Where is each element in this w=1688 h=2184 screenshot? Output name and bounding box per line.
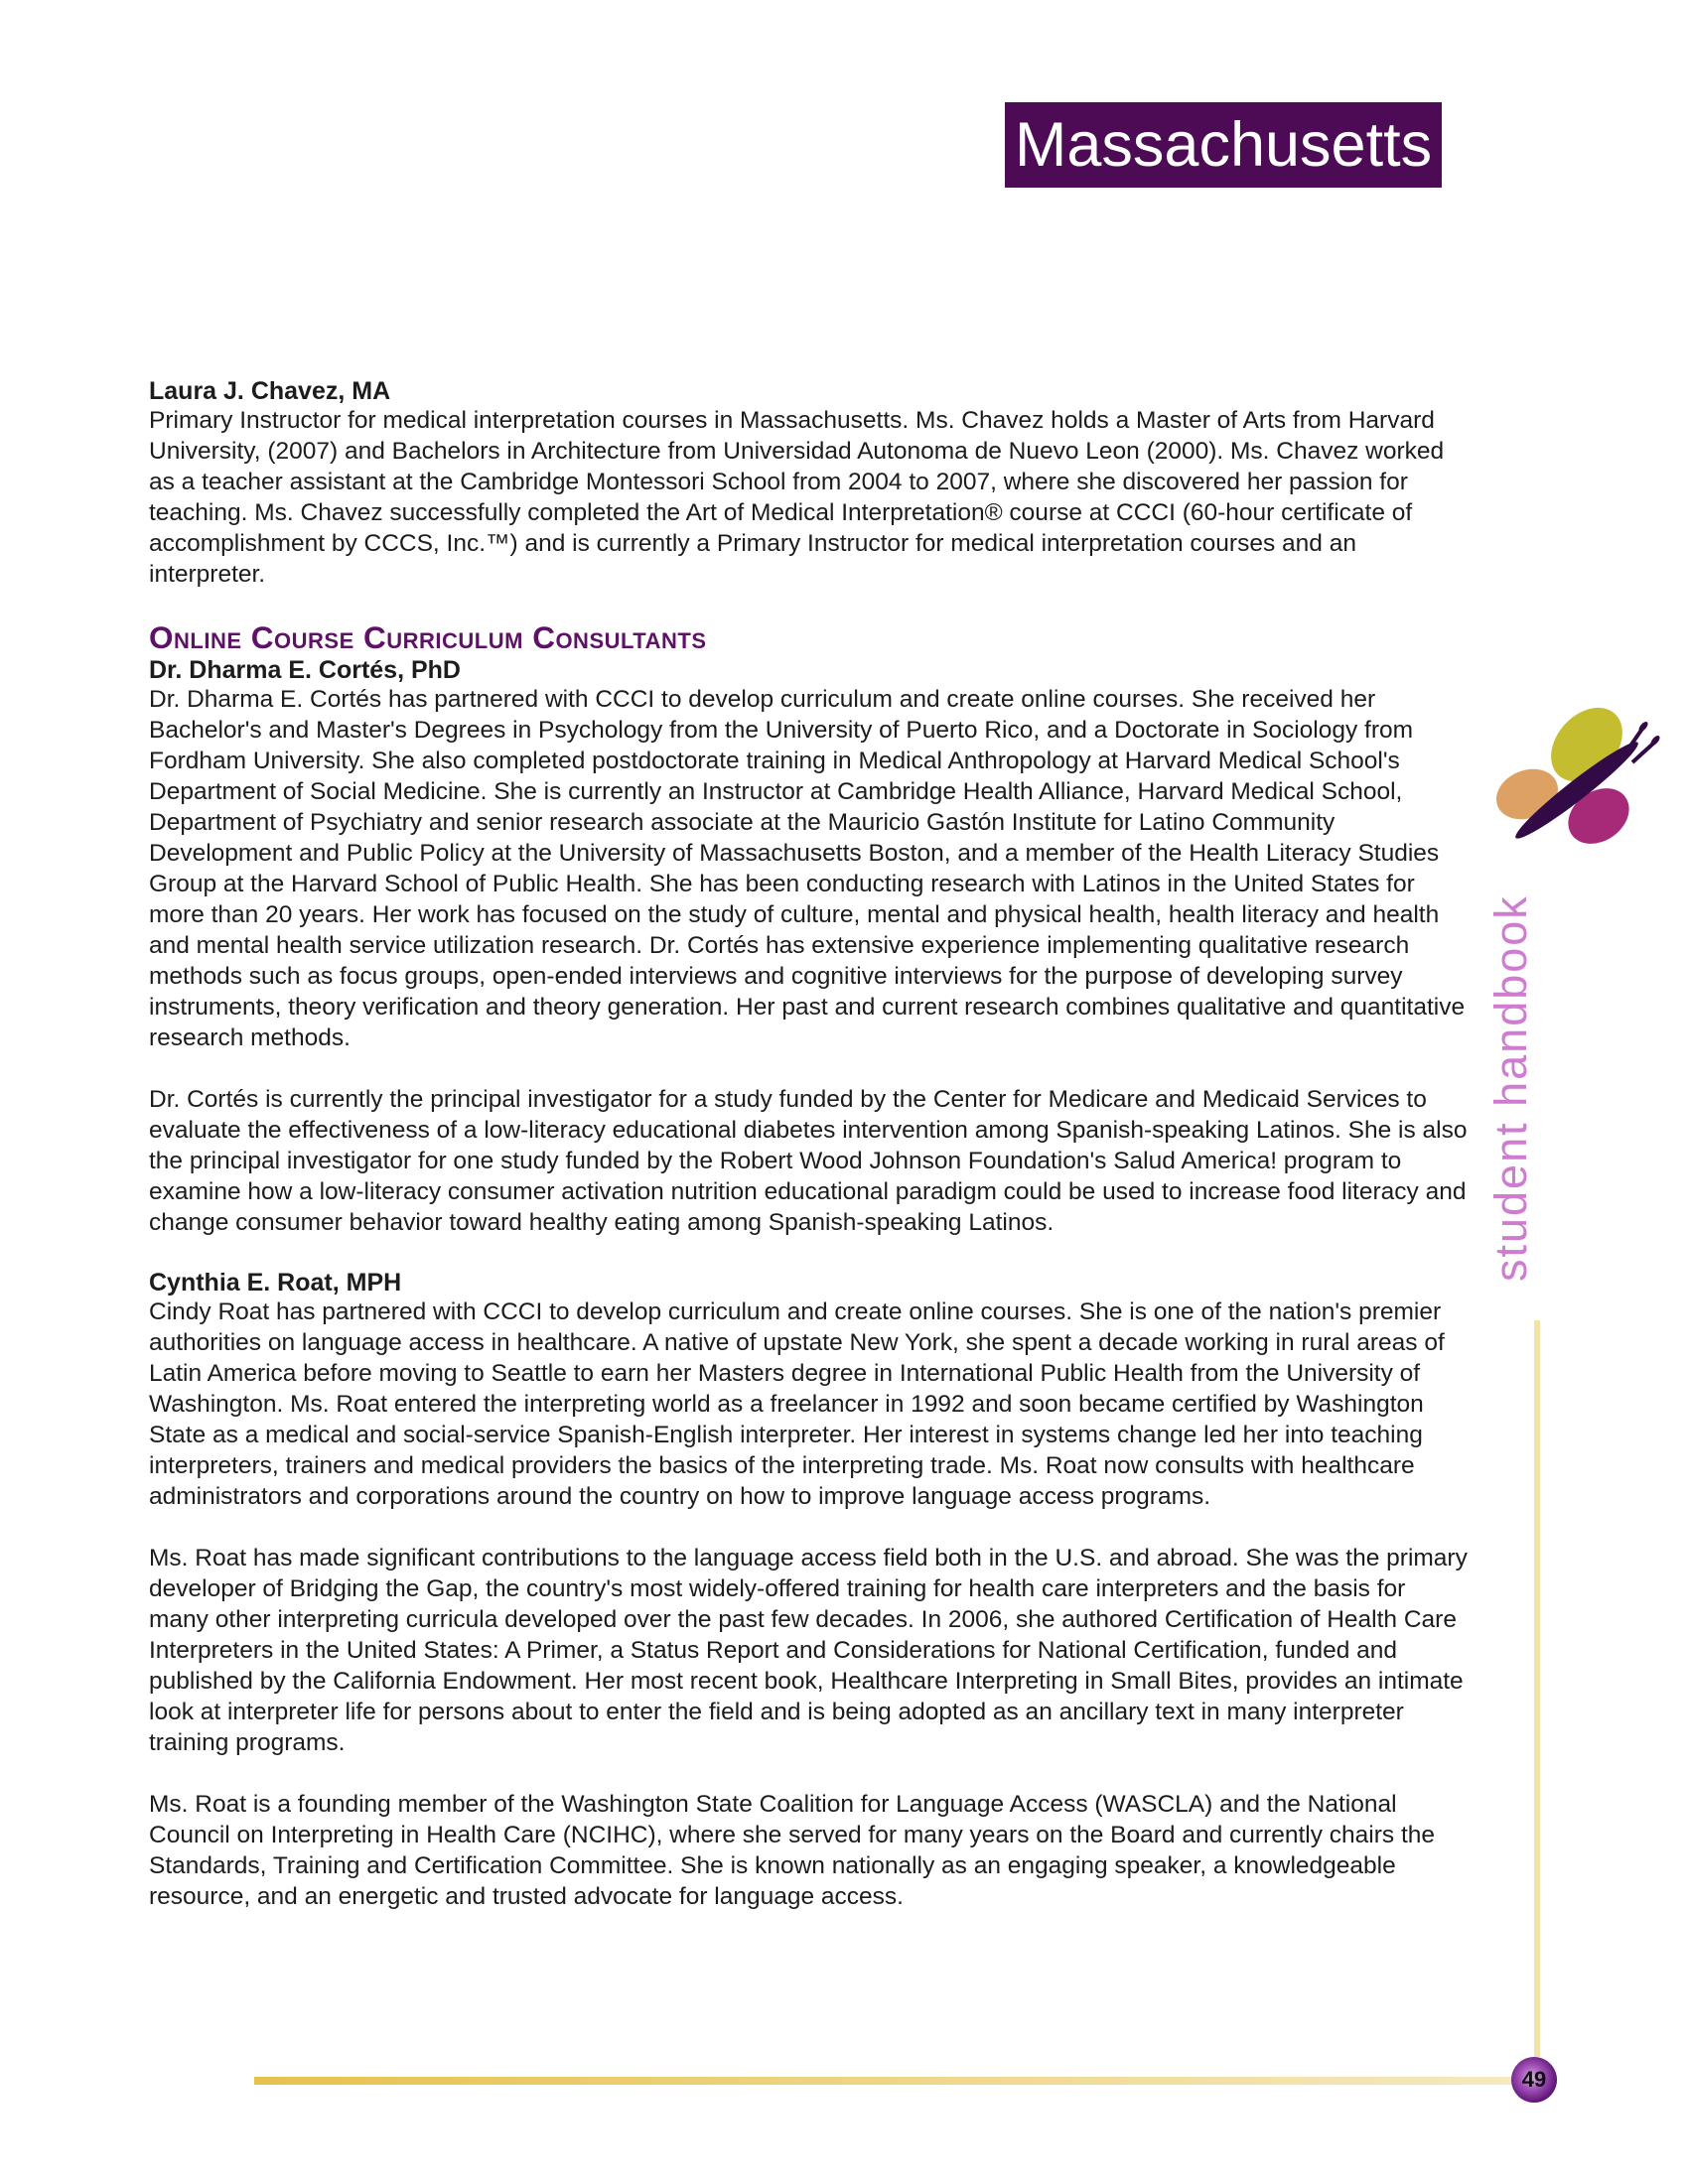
bio-cortes-2: Dr. Cortés is currently the principal investigator for a study funded by the Center for Medicare and Medicaid Services to evaluate the effectiveness of a low-literacy educational diabetes intervention among Spanish-speaking Latinos. She is also the principal investigator for one study funded by the Robert Wood Johnson Foundation's Salud America! program to examine how a low-literacy consumer activation nutrition educational paradigm could be used to increase food literacy and change consumer behavior toward healthy eating among Spanish-speaking Latinos. — [149, 1086, 1468, 1236]
bio-roat-1: Cindy Roat has partnered with CCCI to develop curriculum and create online courses. She is one of the nation's premier authorities on language access in healthcare. A native of upstate New York, she spent a decade working in rural areas of Latin America before moving to Seattle to earn her Masters degree in International Public Health from the University of Washington. Ms. Roat entered the interpreting world as a freelancer in 1992 and soon became certified by Washington State as a medical and social-service Spanish-English interpreter. Her interest in systems change led her into teaching interpreters, trainers and medical providers the basics of the interpreting trade. Ms. Roat now consults with healthcare administrators and corporations around the country on how to improve language access programs. — [149, 1298, 1445, 1510]
page-number-badge — [1511, 2057, 1557, 2103]
person-name-cortes: Dr. Dharma E. Cortés, PhD — [149, 656, 461, 684]
section-heading-consultants: Online Course Curriculum Consultants — [149, 619, 707, 655]
person-name-chavez: Laura J. Chavez, MA — [149, 377, 391, 405]
bio-roat-2: Ms. Roat has made significant contributions to the language access field both in the U.S. and abroad. She was the primary developer of Bridging the Gap, the country's most widely-offered training for health care interpreters and the basis for many other interpreting curricula developed over the past few decades. In 2006, she authored Certification of Health Care Interpreters in the United States: A Primer, a Status Report and Considerations for National Certification, funded and published by the California Endowment. Her most recent book, Healthcare Interpreting in Small Bites, provides an intimate look at interpreter life for persons about to enter the field and is being adopted as an ancillary text in many interpreter training programs. — [149, 1545, 1468, 1756]
person-name-roat: Cynthia E. Roat, MPH — [149, 1269, 402, 1297]
bio-cortes-1: Dr. Dharma E. Cortés has partnered with CCCI to develop curriculum and create online courses. She received her Bachelor's and Master's Degrees in Psychology from the University of Puerto Rico, and a Doctorate in Sociology from Fordham University. She also completed postdoctorate training in Medical Anthropology at Harvard Medical School's Department of Social Medicine. She is currently an Instructor at Cambridge Health Alliance, Harvard Medical School, Department of Psychiatry and senior research associate at the Mauricio Gastón Institute for Latino Community Development and Public Policy at the University of Massachusetts Boston, and a member of the Health Literacy Studies Group at the Harvard School of Public Health. She has been conducting research with Latinos in the United States for more than 20 years. Her work has focused on the study of culture, mental and physical health, health literacy and health and mental health service utilization research. Dr. Cortés has extensive experience implementing qualitative research methods such as focus groups, open-ended interviews and cognitive interviews for the purpose of developing survey instruments, theory verification and theory generation. Her past and current research combines qualitative and quantitative research methods. — [149, 686, 1466, 1051]
footer-rule — [254, 2077, 1511, 2085]
sidebar-handbook-label: student handbook — [1485, 894, 1536, 1282]
state-banner-title: Massachusetts — [1014, 110, 1433, 180]
sidebar-vertical-rule — [1534, 1320, 1540, 2057]
page-number: 49 — [1521, 2067, 1547, 2092]
butterfly-logo-icon — [1487, 693, 1661, 862]
state-banner — [1005, 102, 1442, 188]
page-body-text — [149, 377, 1470, 1943]
bio-chavez: Primary Instructor for medical interpretation courses in Massachusetts. Ms. Chavez holds a Master of Arts from Harvard University, (2007) and Bachelors in Architecture from Universidad Autonoma de Nuevo Leon (2000). Ms. Chavez worked as a teacher assistant at the Cambridge Montessori School from 2004 to 2007, where she discovered her passion for teaching. Ms. Chavez successfully completed the Art of Medical Interpretation® course at CCCI (60-hour certificate of accomplishment by CCCS, Inc.™) and is currently a Primary Instructor for medical interpretation courses and an interpreter. — [149, 407, 1445, 588]
bio-roat-3: Ms. Roat is a founding member of the Washington State Coalition for Language Access (WASCLA) and the National Council on Interpreting in Health Care (NCIHC), where she served for many years on the Board and currently chairs the Standards, Training and Certification Committee. She is known nationally as an engaging speaker, a knowledgeable resource, and an energetic and trusted advocate for language access. — [149, 1791, 1436, 1910]
